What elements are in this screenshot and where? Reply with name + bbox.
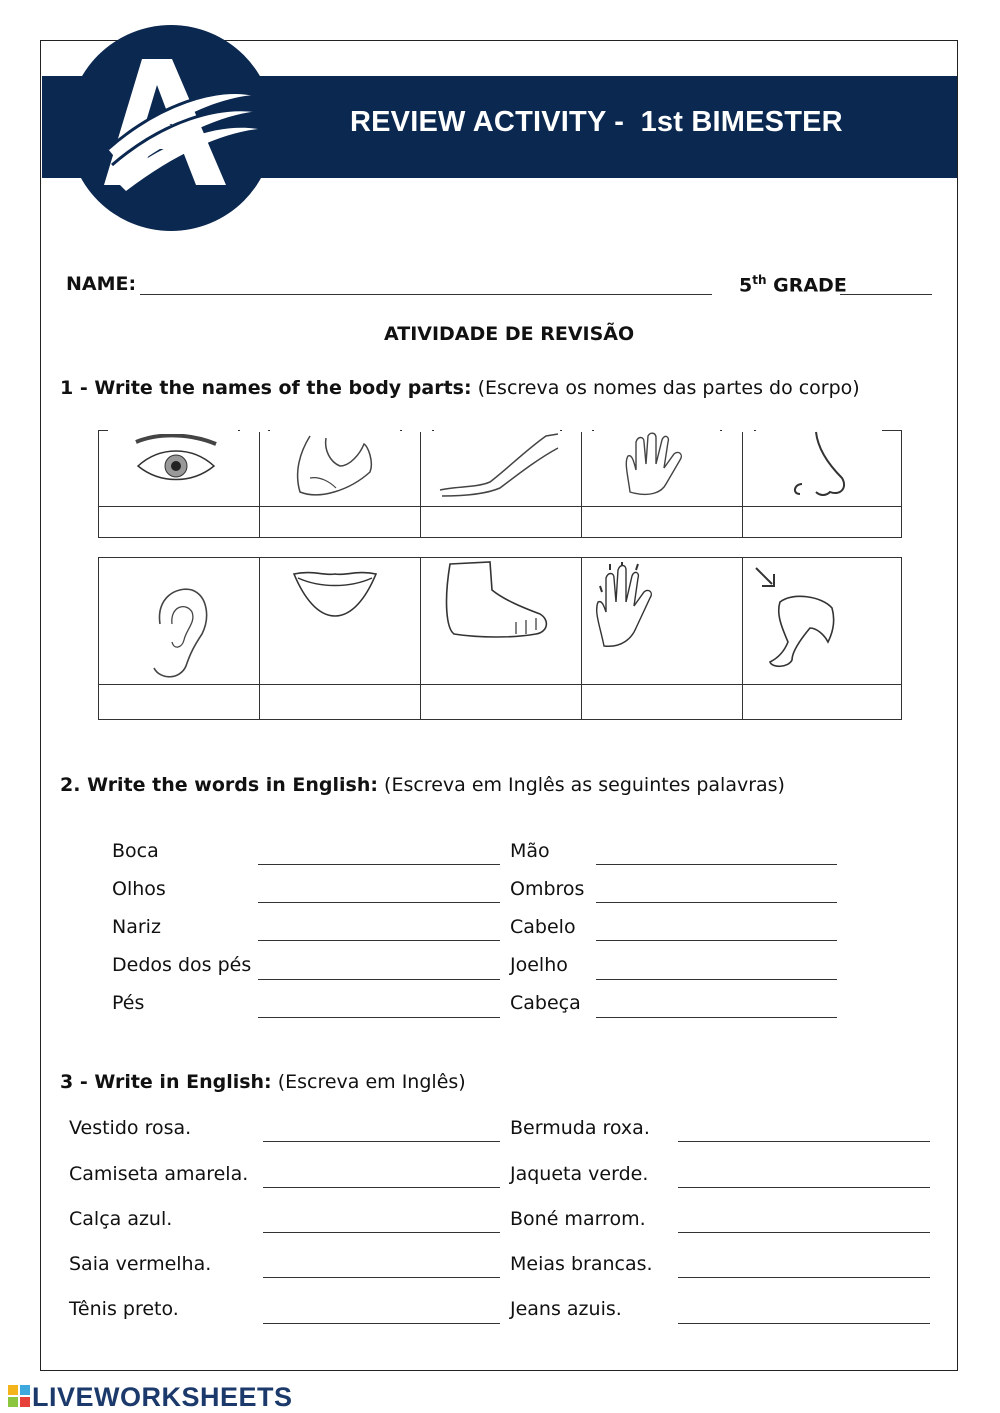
answer-cell-nose[interactable]: [743, 506, 901, 537]
grade-field-line[interactable]: [840, 294, 932, 295]
header-title: REVIEW ACTIVITY - 1st BIMESTER: [350, 106, 843, 138]
answer-line-meias-brancas[interactable]: [678, 1277, 930, 1278]
phrase-bone-marrom: Boné marrom.: [510, 1208, 646, 1230]
answer-line-olhos[interactable]: [258, 902, 500, 903]
answer-cell-foot[interactable]: [421, 685, 580, 719]
answer-cell-eye[interactable]: [99, 506, 258, 537]
answer-cell-knee[interactable]: [743, 685, 901, 719]
answer-line-dedos-dos-pes[interactable]: [258, 979, 500, 980]
name-label: NAME:: [66, 273, 137, 295]
ear-icon: [146, 584, 212, 682]
footer-brand[interactable]: LIVEWORKSHEETS: [32, 1382, 293, 1412]
leg-icon: [436, 430, 562, 500]
word-pes: Pés: [112, 992, 145, 1014]
answer-cell-elbow[interactable]: [260, 506, 419, 537]
mouth-icon: [292, 568, 378, 622]
answer-line-nariz[interactable]: [258, 940, 500, 941]
word-dedos-dos-pes: Dedos dos pés: [112, 954, 252, 976]
word-ombros: Ombros: [510, 878, 585, 900]
name-field-line[interactable]: [140, 294, 712, 295]
eye-icon: [130, 434, 220, 490]
answer-line-tenis-preto[interactable]: [263, 1323, 500, 1324]
word-cabelo: Cabelo: [510, 916, 576, 938]
word-cabeca: Cabeça: [510, 992, 581, 1014]
school-logo-icon: [68, 25, 274, 231]
answer-line-ombros[interactable]: [596, 902, 837, 903]
phrase-jaqueta-verde: Jaqueta verde.: [510, 1163, 649, 1185]
answer-line-bone-marrom[interactable]: [678, 1232, 930, 1233]
grade-label: 5th GRADE: [739, 273, 847, 297]
phrase-calca-azul: Calça azul.: [69, 1208, 173, 1230]
answer-line-cabeca[interactable]: [596, 1017, 837, 1018]
word-mao: Mão: [510, 840, 550, 862]
foot-icon: [444, 560, 550, 642]
answer-line-vestido-rosa[interactable]: [263, 1141, 500, 1142]
subtitle: ATIVIDADE DE REVISÃO: [384, 323, 635, 345]
answer-line-cabelo[interactable]: [596, 940, 837, 941]
answer-cell-fingers[interactable]: [582, 685, 741, 719]
answer-cell-leg[interactable]: [421, 506, 580, 537]
word-olhos: Olhos: [112, 878, 166, 900]
answer-line-calca-azul[interactable]: [263, 1232, 500, 1233]
word-boca: Boca: [112, 840, 159, 862]
phrase-jeans-azuis: Jeans azuis.: [510, 1298, 622, 1320]
answer-line-boca[interactable]: [258, 864, 500, 865]
liveworksheets-logo-icon: [8, 1385, 30, 1407]
answer-line-jeans-azuis[interactable]: [678, 1323, 930, 1324]
section1-heading: 1 - Write the names of the body parts: (Escreva os nomes das partes do corpo): [60, 377, 860, 399]
answer-line-camiseta-amarela[interactable]: [263, 1187, 500, 1188]
answer-line-bermuda-roxa[interactable]: [678, 1141, 930, 1142]
phrase-vestido-rosa: Vestido rosa.: [69, 1117, 192, 1139]
fingers-icon: [592, 562, 658, 652]
answer-line-pes[interactable]: [258, 1017, 500, 1018]
answer-line-mao[interactable]: [596, 864, 837, 865]
nose-icon: [786, 430, 852, 500]
phrase-tenis-preto: Tênis preto.: [69, 1298, 179, 1320]
section3-heading: 3 - Write in English: (Escreva em Inglês): [60, 1071, 466, 1093]
phrase-bermuda-roxa: Bermuda roxa.: [510, 1117, 650, 1139]
phrase-camiseta-amarela: Camiseta amarela.: [69, 1163, 249, 1185]
hand-icon: [620, 432, 690, 502]
word-nariz: Nariz: [112, 916, 161, 938]
answer-cell-mouth[interactable]: [260, 685, 419, 719]
answer-cell-hand[interactable]: [582, 506, 741, 537]
answer-cell-ear[interactable]: [99, 685, 258, 719]
answer-line-jaqueta-verde[interactable]: [678, 1187, 930, 1188]
section2-heading: 2. Write the words in English: (Escreva em Inglês as seguintes palavras): [60, 774, 785, 796]
answer-line-saia-vermelha[interactable]: [263, 1277, 500, 1278]
knee-icon: [752, 562, 840, 674]
elbow-arm-icon: [290, 432, 380, 502]
phrase-meias-brancas: Meias brancas.: [510, 1253, 653, 1275]
answer-line-joelho[interactable]: [596, 979, 837, 980]
phrase-saia-vermelha: Saia vermelha.: [69, 1253, 212, 1275]
word-joelho: Joelho: [510, 954, 568, 976]
